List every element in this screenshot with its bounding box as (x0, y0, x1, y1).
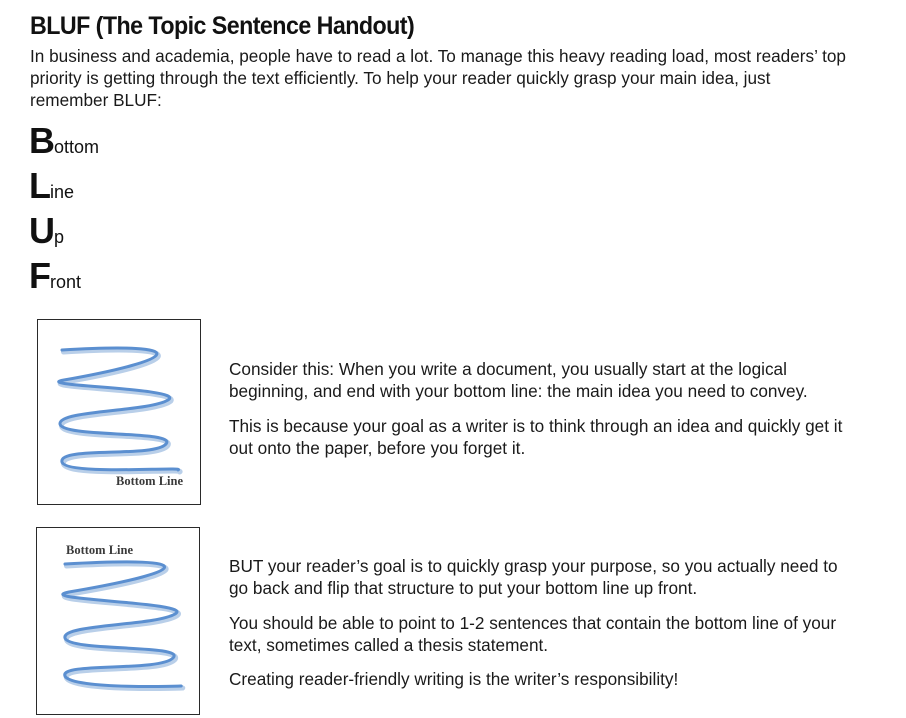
acronym-letter: L (29, 165, 50, 206)
acronym-letter: F (29, 255, 50, 296)
acronym-line-bottom (29, 120, 99, 162)
acronym-letter: U (29, 210, 54, 251)
acronym-rest: ront (50, 272, 82, 292)
section1-paragraph-2: This is because your goal as a writer is to think through an idea and quickly get it out onto the paper, before you forget it. (229, 416, 843, 458)
figure-label: Bottom Line (66, 543, 134, 557)
page-title: BLUF (The Topic Sentence Handout) (30, 12, 415, 40)
acronym-rest: ottom (54, 137, 100, 157)
acronym-rest: ine (50, 182, 75, 202)
acronym-letter: B (29, 120, 54, 161)
intro-paragraph: In business and academia, people have to read a lot. To manage this heavy reading load, most readers’ top priority is getting through the text efficiently. To help your reader quickly grasp your main idea, just remember BLUF: (30, 46, 846, 110)
section2-paragraph-1: BUT your reader’s goal is to quickly grasp your purpose, so you actually need to go back and flip that structure to put your bottom line up front. (229, 556, 838, 598)
bottom-line-last-figure (37, 319, 201, 505)
acronym-line-line (29, 165, 74, 207)
acronym-rest: p (54, 227, 65, 247)
bottom-line-first-figure (36, 527, 200, 715)
zigzag-up-illustration (37, 528, 201, 716)
section2-paragraph-2: You should be able to point to 1-2 sentences that contain the bottom line of your text, sometimes called a thesis statement. (229, 613, 837, 655)
acronym-line-up (29, 210, 64, 252)
figure-label: Bottom Line (116, 474, 184, 488)
section1-paragraph-1: Consider this: When you write a document, you usually start at the logical beginning, and end with your bottom line: the main idea you need to convey. (229, 359, 808, 401)
acronym-line-front (29, 255, 81, 297)
section2-paragraph-3: Creating reader-friendly writing is the writer’s responsibility! (229, 669, 679, 689)
